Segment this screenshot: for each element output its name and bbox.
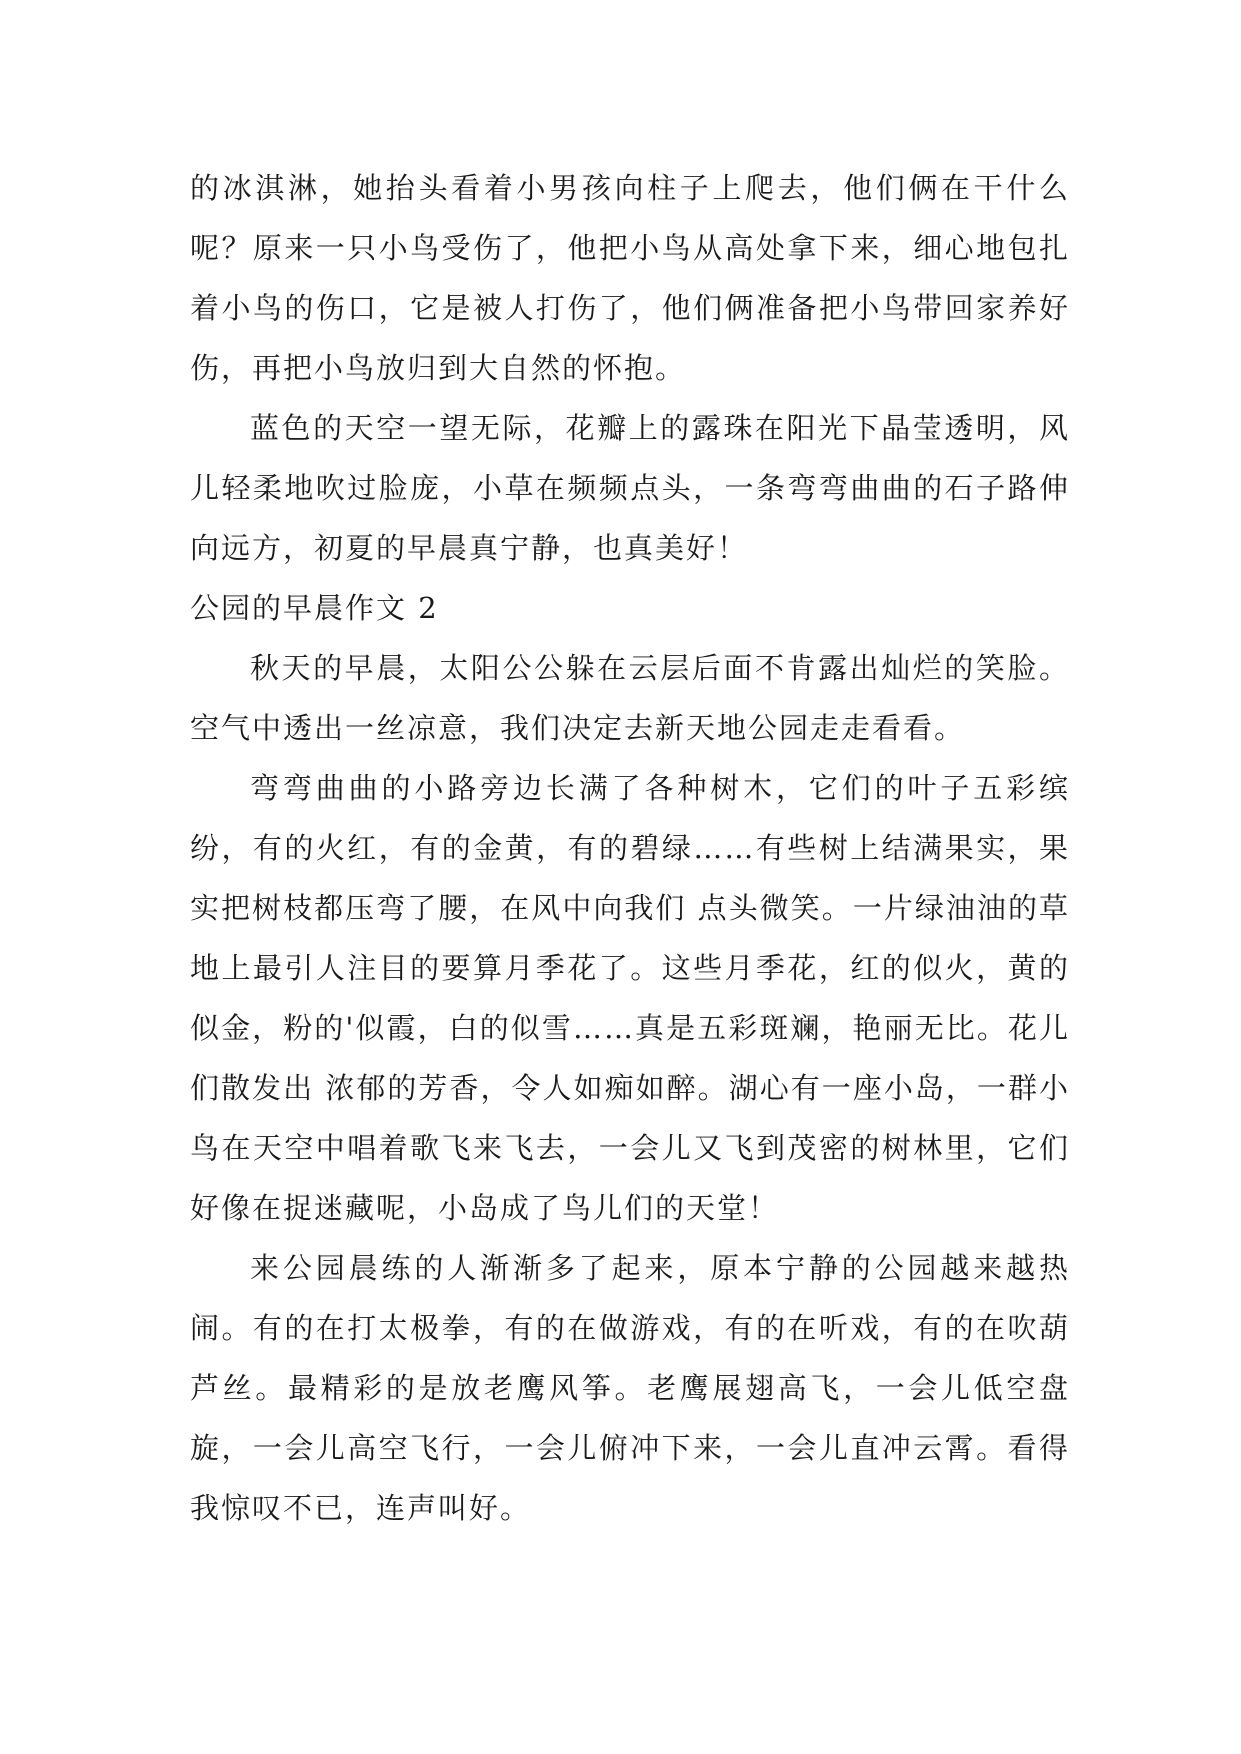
paragraph-morning-exercise: 来公园晨练的人渐渐多了起来，原本宁静的公园越来越热闹。有的在打太极拳，有的在做游戏，有的在听戏，有的在吹葫芦丝。最精彩的是放老鹰风筝。老鹰展翅高飞，一会儿低空盘旋，一会儿高空飞行，一会儿俯冲下来，一会儿直冲云霄。看得我惊叹不已，连声叫好。 — [190, 1251, 1070, 1525]
paragraph-continued: 的冰淇淋，她抬头看着小男孩向柱子上爬去，他们俩在干什么呢？原来一只小鸟受伤了，他把小鸟从高处拿下来，细心地包扎着小鸟的伤口，它是被人打伤了，他们俩准备把小鸟带回家养好伤，再把小鸟放归到大自然的怀抱。 — [190, 171, 1070, 385]
document-body — [190, 158, 1070, 1538]
paragraph-blue-sky: 蓝色的天空一望无际，花瓣上的露珠在阳光下晶莹透明，风儿轻柔地吹过脸庞，小草在频频点头，一条弯弯曲曲的石子路伸向远方，初夏的早晨真宁静，也真美好！ — [190, 411, 1070, 565]
paragraph-autumn-morning: 秋天的早晨，太阳公公躲在云层后面不肯露出灿烂的笑脸。空气中透出一丝凉意，我们决定去新天地公园走走看看。 — [190, 651, 1070, 745]
essay-heading: 公园的早晨作文 2 — [190, 591, 439, 625]
paragraph-path-and-flowers: 弯弯曲曲的小路旁边长满了各种树木，它们的叶子五彩缤纷，有的火红，有的金黄，有的碧绿……有些树上结满果实，果实把树枝都压弯了腰，在风中向我们 点头微笑。一片绿油油的草地上最引人注目的要算月季花了。这些月季花，红的似火，黄的似金，粉的'似霞，白的似雪……真是五彩斑斓，艳丽无比。花儿们散发出 浓郁的芳香，令人如痴如醉。湖心有一座小岛，一群小鸟在天空中唱着歌飞来飞去，一会儿又飞到茂密的树林里，它们好像在捉迷藏呢，小岛成了鸟儿们的天堂！ — [190, 771, 1070, 1225]
